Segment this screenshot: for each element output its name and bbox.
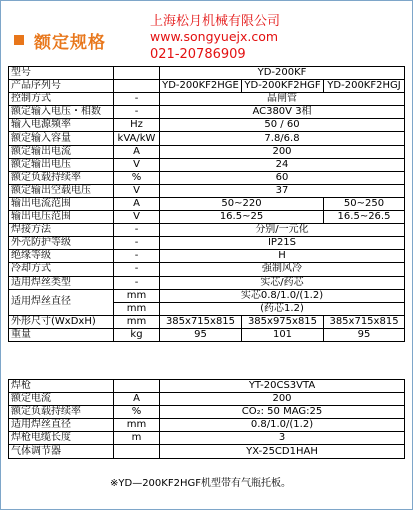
spec-table xyxy=(8,66,405,342)
table-row xyxy=(9,263,405,276)
row-value: 37 xyxy=(160,184,405,197)
table-row xyxy=(9,380,405,393)
row-label: 气体调节器 xyxy=(9,445,114,458)
row-value: 50~220 xyxy=(160,197,324,210)
row-label: 绝缘等级 xyxy=(9,250,114,263)
row-label: 适用焊丝直径 xyxy=(9,289,114,315)
row-value: 385x715x815 xyxy=(160,315,242,328)
series-cell: YD-200KF2HGJ xyxy=(324,80,405,93)
table-row xyxy=(9,93,405,106)
table-row xyxy=(9,145,405,158)
row-value: 强制风冷 xyxy=(160,263,405,276)
row-value: 7.8/6.8 xyxy=(160,132,405,145)
row-label: 额定输出电压 xyxy=(9,158,114,171)
row-label: 输出电流范围 xyxy=(9,197,114,210)
table-row xyxy=(9,445,405,458)
row-unit: Hz xyxy=(114,119,160,132)
row-unit: mm xyxy=(114,289,160,302)
row-unit: - xyxy=(114,276,160,289)
row-label: 输出电压范围 xyxy=(9,211,114,224)
row-unit: V xyxy=(114,184,160,197)
row-value: 分别/一元化 xyxy=(160,224,405,237)
row-value: (药芯1.2) xyxy=(160,302,405,315)
row-unit: % xyxy=(114,171,160,184)
company-phone: 021-20786909 xyxy=(150,47,246,62)
table-row xyxy=(9,184,405,197)
row-unit: mm xyxy=(114,315,160,328)
table-row xyxy=(9,250,405,263)
row-unit: - xyxy=(114,106,160,119)
row-label: 外形尺寸(WxDxH) xyxy=(9,315,114,328)
table-row xyxy=(9,197,405,210)
header xyxy=(0,0,413,66)
row-value: 385x975x815 xyxy=(242,315,324,328)
row-value: H xyxy=(160,250,405,263)
row-unit: A xyxy=(114,393,160,406)
table-row xyxy=(9,393,405,406)
torch-label: 焊枪 xyxy=(9,380,114,393)
row-unit: V xyxy=(114,211,160,224)
table-row xyxy=(9,289,405,302)
table-row xyxy=(9,419,405,432)
row-unit: V xyxy=(114,158,160,171)
row-unit: kg xyxy=(114,328,160,341)
row-unit: - xyxy=(114,224,160,237)
row-unit: kVA/kW xyxy=(114,132,160,145)
page-title: 额定规格 xyxy=(34,33,106,53)
row-value: 实芯0.8/1.0/(1.2) xyxy=(160,289,405,302)
row-value: 95 xyxy=(324,328,405,341)
row-value: 60 xyxy=(160,171,405,184)
row-label: 额定电流 xyxy=(9,393,114,406)
series-label: 产品序列号 xyxy=(9,80,114,93)
row-label: 外壳防护等级 xyxy=(9,237,114,250)
row-value: 3 xyxy=(160,432,405,445)
row-value: CO₂: 50 MAG:25 xyxy=(160,406,405,419)
row-value: 95 xyxy=(160,328,242,341)
table-row xyxy=(9,119,405,132)
table-row xyxy=(9,328,405,341)
row-value: 16.5~26.5 xyxy=(324,211,405,224)
torch-model: YT-20CS3VTA xyxy=(160,380,405,393)
row-label: 焊枪电缆长度 xyxy=(9,432,114,445)
row-label: 额定负载持续率 xyxy=(9,406,114,419)
row-label: 适用焊丝直径 xyxy=(9,419,114,432)
table-row xyxy=(9,224,405,237)
row-unit: mm xyxy=(114,419,160,432)
footnote: ※YD—200KF2HGF机型带有气瓶托板。 xyxy=(110,478,291,489)
table-row xyxy=(9,237,405,250)
model-value: YD-200KF xyxy=(160,67,405,80)
company-website: www.songyuejx.com xyxy=(150,29,279,44)
row-label: 额定输入电压・相数 xyxy=(9,106,114,119)
row-value: 101 xyxy=(242,328,324,341)
row-value: 24 xyxy=(160,158,405,171)
row-value: 16.5~25 xyxy=(160,211,324,224)
row-unit: - xyxy=(114,93,160,106)
row-label: 焊接方法 xyxy=(9,224,114,237)
row-unit: - xyxy=(114,237,160,250)
row-unit: A xyxy=(114,145,160,158)
row-value: 200 xyxy=(160,393,405,406)
row-value: 晶闸管 xyxy=(160,93,405,106)
row-value: 200 xyxy=(160,145,405,158)
row-label: 额定输出电流 xyxy=(9,145,114,158)
table-row xyxy=(9,315,405,328)
row-label: 适用焊丝类型 xyxy=(9,276,114,289)
table-row xyxy=(9,211,405,224)
torch-table xyxy=(8,379,405,459)
model-label: 型号 xyxy=(9,67,114,80)
row-value: 385x715x815 xyxy=(324,315,405,328)
row-unit: - xyxy=(114,250,160,263)
row-label: 重量 xyxy=(9,328,114,341)
table-row xyxy=(9,80,405,93)
series-cell: YD-200KF2HGE xyxy=(160,80,242,93)
table-row xyxy=(9,432,405,445)
row-unit xyxy=(114,445,160,458)
table-row xyxy=(9,158,405,171)
table-row xyxy=(9,406,405,419)
table-row xyxy=(9,171,405,184)
row-value: 实芯/药芯 xyxy=(160,276,405,289)
title-square-icon xyxy=(14,35,24,45)
row-value: 0.8/1.0/(1.2) xyxy=(160,419,405,432)
table-row xyxy=(9,132,405,145)
row-value: 50~250 xyxy=(324,197,405,210)
row-value: AC380V 3相 xyxy=(160,106,405,119)
company-name: 上海松月机械有限公司 xyxy=(150,14,281,29)
row-label: 冷却方式 xyxy=(9,263,114,276)
table-row xyxy=(9,276,405,289)
row-unit: - xyxy=(114,263,160,276)
table-row xyxy=(9,67,405,80)
row-label: 额定输入容量 xyxy=(9,132,114,145)
row-value: IP21S xyxy=(160,237,405,250)
row-unit: mm xyxy=(114,302,160,315)
row-value: YX-25CD1HAH xyxy=(160,445,405,458)
row-unit: m xyxy=(114,432,160,445)
row-label: 控制方式 xyxy=(9,93,114,106)
row-value: 50 / 60 xyxy=(160,119,405,132)
row-label: 额定输出空载电压 xyxy=(9,184,114,197)
row-unit: % xyxy=(114,406,160,419)
row-unit: A xyxy=(114,197,160,210)
row-label: 输入电源频率 xyxy=(9,119,114,132)
series-cell: YD-200KF2HGF xyxy=(242,80,324,93)
table-row xyxy=(9,106,405,119)
row-label: 额定负载持续率 xyxy=(9,171,114,184)
